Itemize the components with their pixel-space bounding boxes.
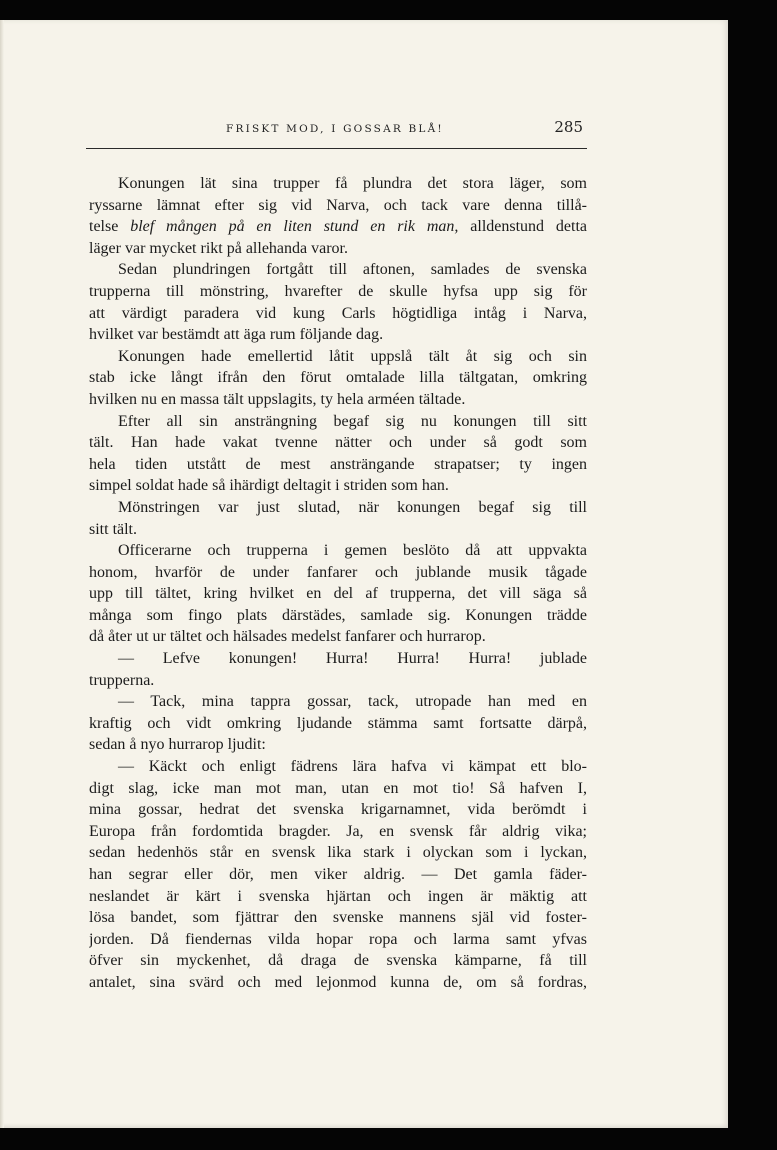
text-segment: stab icke långt ifrån den förut omtalade lilla tältgatan, omkring [89,369,587,387]
text-line [89,324,587,346]
text-segment: ryssarne lämnat efter sig vid Narva, och tack vare denna tillå- [89,196,587,214]
page-edge-shadow [0,20,4,1128]
text-line [89,195,587,217]
text-line [89,842,587,864]
text-line [89,411,587,433]
text-line [89,562,587,584]
book-page [0,20,728,1128]
text-segment: lösa bandet, som fjättrar den svenske mannens själ vid foster- [89,909,587,927]
text-segment: tält. Han hade vakat tvenne nätter och under så godt som [89,434,587,452]
text-segment: digt slag, icke man mot man, utan en mot tio! Så hafven I, [89,779,587,797]
text-line [89,950,587,972]
text-line [89,346,587,368]
text-segment: — Tack, mina tappra gossar, tack, utropade han med en [118,693,587,711]
text-line [89,929,587,951]
text-segment: Mönstringen var just slutad, när konungen begaf sig till [118,498,587,516]
text-segment: kraftig och vidt omkring ljudande stämma samt fortsatte därpå, [89,714,587,732]
text-line [89,497,587,519]
text-segment: simpel soldat hade så ihärdigt deltagit i striden som han. [89,477,449,495]
text-line [89,778,587,800]
text-line [89,475,587,497]
text-line [89,583,587,605]
text-line [89,389,587,411]
text-line [89,648,587,670]
text-segment: att värdigt paradera vid kung Carls högtidliga intåg i Narva, [89,304,587,322]
text-line [89,907,587,929]
text-segment: upp till tältet, kring hvilket en del af trupperna, det vill säga så [89,585,587,603]
text-segment: sedan å nyo hurrarop ljudit: [89,736,266,754]
text-segment: sedan hedenhös står en svensk lika stark i olyckan som i lyckan, [89,844,587,862]
text-line [89,605,587,627]
text-line [89,238,587,260]
text-line [89,864,587,886]
text-segment: då åter ut ur tältet och hälsades medelst fanfarer och hurrarop. [89,628,486,646]
text-segment: — Lefve konungen! Hurra! Hurra! Hurra! jublade [118,650,587,668]
text-line [89,799,587,821]
text-segment: Sedan plundringen fortgått till aftonen, samlades de svenska [118,261,587,279]
text-line [89,216,587,238]
text-segment: läger var mycket rikt på allehanda varor. [89,239,348,257]
text-segment: Konungen lät sina trupper få plundra det stora läger, som [118,175,587,192]
text-line [89,756,587,778]
text-segment: många som fingo plats därstädes, samlade sig. Konungen trädde [89,606,587,624]
text-segment: trupperna till mönstring, hvarefter de skulle hyfsa upp sig för [89,282,587,300]
text-segment: — Käckt och enligt fädrens lära hafva vi kämpat ett blo- [118,758,587,776]
page-number: 285 [554,118,583,136]
text-segment: trupperna. [89,671,155,689]
text-line [89,432,587,454]
text-segment: alldenstund detta [458,218,587,236]
italic-segment: blef mången på en liten stund en rik man, [130,218,459,236]
text-line [89,259,587,281]
text-line [89,173,587,195]
text-segment: honom, hvarför de under fanfarer och jublande musik tågade [89,563,587,581]
text-segment: hvilket var bestämdt att äga rum följande dag. [89,326,384,344]
text-line [89,626,587,648]
text-line [89,540,587,562]
text-segment: hela tiden utstått de mest ansträngande strapatser; ty ingen [89,455,587,473]
running-title: FRISKT MOD, I GOSSAR BLÅ! [226,123,444,135]
text-line [89,972,587,994]
text-segment: jorden. Då fiendernas vilda hopar ropa och larma samt yfvas [89,930,587,948]
body-text [89,173,587,994]
text-segment: Konungen hade emellertid låtit uppslå tält åt sig och sin [118,347,587,365]
text-line [89,367,587,389]
text-line [89,281,587,303]
text-line [89,886,587,908]
text-line [89,691,587,713]
text-segment: hvilken nu en massa tält uppslagits, ty hela arméen tältade. [89,390,466,408]
running-header [86,118,587,149]
text-line [89,821,587,843]
text-line [89,670,587,692]
text-segment: han segrar eller dör, men viker aldrig. — Det gamla fäder- [89,866,587,883]
text-segment: Europa från fordomtida bragder. Ja, en svensk får aldrig vika; [89,822,587,840]
text-line [89,713,587,735]
text-segment: neslandet är kärt i svenska hjärtan och ingen är mäktig att [89,887,587,905]
text-segment: sitt tält. [89,520,137,538]
text-segment: telse [89,218,131,236]
text-segment: mina gossar, hedrat det svenska krigarnamnet, vida berömdt i [89,801,587,819]
text-segment: Efter all sin ansträngning begaf sig nu konungen till sitt [118,412,587,430]
text-line [89,734,587,756]
text-line [89,303,587,325]
text-line [89,454,587,476]
text-line [89,519,587,541]
text-segment: antalet, sina svärd och med lejonmod kunna de, om så fordras, [89,973,587,991]
text-segment: öfver sin myckenhet, då draga de svenska kämparne, få till [89,952,587,970]
text-segment: Officerarne och trupperna i gemen beslöto då att uppvakta [118,542,587,560]
